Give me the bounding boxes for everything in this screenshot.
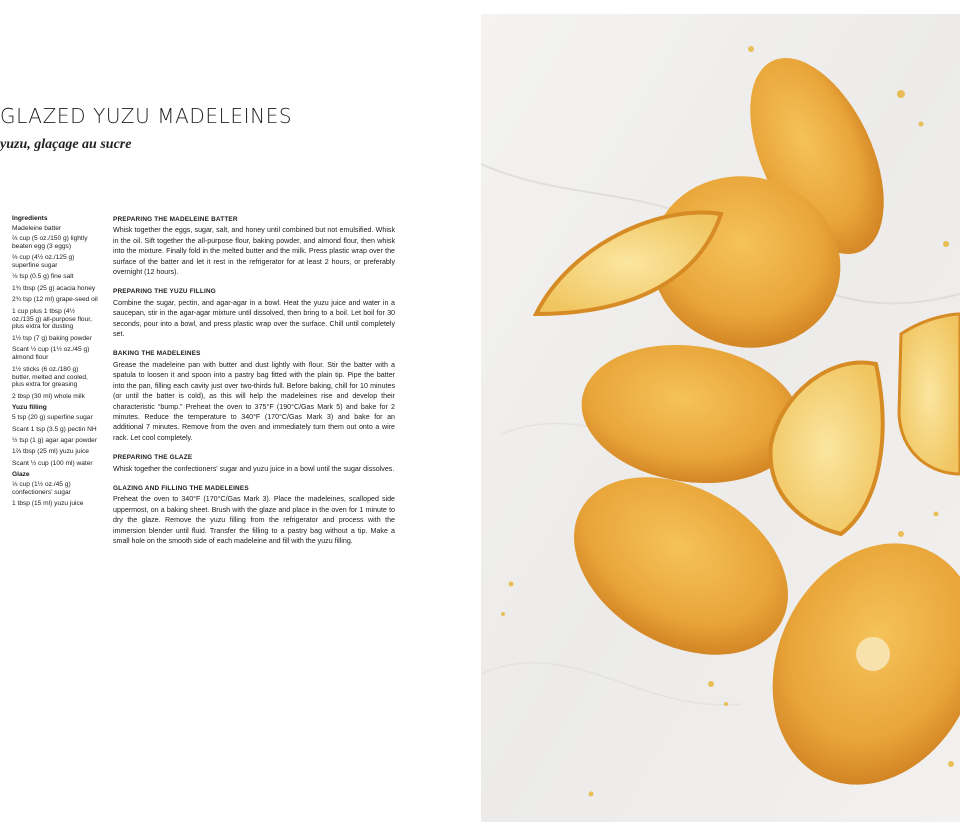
method-step-title: PREPARING THE GLAZE (113, 454, 193, 462)
ingredient-group-filling: Yuzu filling (12, 404, 47, 412)
method-step-title: PREPARING THE MADELEINE BATTER (113, 216, 238, 223)
ingredient-line: ⅛ tsp (0.5 g) fine salt (12, 273, 74, 281)
method-step-title: GLAZING AND FILLING THE MADELEINES (113, 484, 249, 492)
method-step-body: Whisk together the eggs, sugar, salt, and honey until combined but not emulsified. Whisk in the oil. Sift together the all-purpose flour, baking powder, and almond flour, then whisk into the mixture. Finally fold in the melted butter and the milk. Press plastic wrap over the surface of the batter and let it rest in the refrigerator for at least 2 hours, or preferably overnight (12 hours). (113, 226, 395, 277)
madeleines-photo (481, 14, 960, 822)
ingredient-line: Scant 1 tsp (3.5 g) pectin NH (12, 425, 97, 433)
method-step-body: Combine the sugar, pectin, and agar-agar in a bowl. Heat the yuzu juice and water in a saucepan, stir in the agar-agar mixture until dissolved, then bring to a boil. Let boil for 30 seconds, pour into a bowl, and press plastic wrap over the surface. Chill until completely set. (113, 298, 395, 339)
method-step (113, 453, 395, 474)
recipe-title: GLAZED YUZU MADELEINES (0, 104, 293, 128)
method-step (113, 484, 395, 546)
method-step-title: BAKING THE MADELEINES (113, 350, 201, 358)
ingredient-line: 1½ sticks (6 oz./180 g) butter, melted and cooled, plus extra for greasing (12, 365, 88, 389)
method-step-body: Grease the madeleine pan with butter and dust lightly with flour. Stir the batter with a spatula to loosen it and spoon into a pastry bag fitted with the plain tip. Pipe the batter into the pan, filling each cavity just over two-thirds full. Before baking, chill for 10 minutes (or until the batter is cold), as this will help the madeleines rise and develop their characteristic “bump.” Preheat the oven to 375°F (190°C/Gas Mark 5) and bake for 2 minutes. Reduce the temperature to 340°F (170°C/Gas Mark 3) and bake for an additional 7 minutes. Remove from the oven and immediately turn them out onto a wire rack. Let cool completely. (113, 360, 395, 442)
ingredient-line: ⅔ cup (5 oz./150 g) lightly beaten egg (3 eggs) (12, 234, 88, 250)
ingredient-line: 1½ tsp (7 g) baking powder (12, 334, 92, 342)
ingredient-line: 1¾ tbsp (25 g) acacia honey (12, 284, 96, 292)
recipe-subtitle: yuzu, glaçage au sucre (0, 137, 132, 152)
ingredient-line: 2 tbsp (30 ml) whole milk (12, 392, 85, 400)
ingredient-line: 1⅔ tbsp (25 ml) yuzu juice (12, 448, 89, 456)
ingredient-line: 2¾ tsp (12 ml) grape-seed oil (12, 296, 98, 304)
method-step-body: Whisk together the confectioners' sugar and yuzu juice in a bowl until the sugar dissolves. (113, 464, 395, 473)
ingredient-line: 5 tsp (20 g) superfine sugar (12, 414, 93, 422)
ingredient-line: Scant ½ cup (1½ oz./45 g) almond flour (12, 346, 90, 362)
method-step (113, 215, 395, 277)
method-step-title: PREPARING THE YUZU FILLING (113, 288, 216, 296)
ingredients-column (12, 215, 98, 512)
ingredient-group-glaze: Glaze (12, 471, 30, 479)
ingredient-line: 1 cup plus 1 tbsp (4½ oz./135 g) all-purpose flour, plus extra for dusting (12, 307, 92, 331)
ingredients-heading: Ingredients (12, 215, 48, 222)
ingredient-group-batter: Madeleine batter (12, 224, 62, 232)
method-step (113, 349, 395, 443)
method-column (113, 215, 395, 556)
ingredient-line: ⅔ cup (4½ oz./125 g) superfine sugar (12, 254, 75, 270)
method-step (113, 287, 395, 339)
ingredient-line: ⅓ cup (1½ oz./45 g) confectioners' sugar (12, 481, 71, 496)
ingredient-line: 1 tbsp (15 ml) yuzu juice (12, 500, 84, 508)
ingredient-line: ½ tsp (1 g) agar agar powder (12, 436, 98, 444)
method-step-body: Preheat the oven to 340°F (170°C/Gas Mark 3). Place the madeleines, scalloped side uppermost, on a baking sheet. Brush with the glaze and place in the oven for 1 minute to dry the glaze. Remove the yuzu filling from the refrigerator and process with the immersion blender until fluid. Transfer the filling to a pastry bag without a tip. Make a small hole on the smooth side of each madeleine and fill with the yuzu filling. (113, 495, 395, 545)
ingredient-line: Scant ½ cup (100 ml) water (12, 459, 93, 467)
